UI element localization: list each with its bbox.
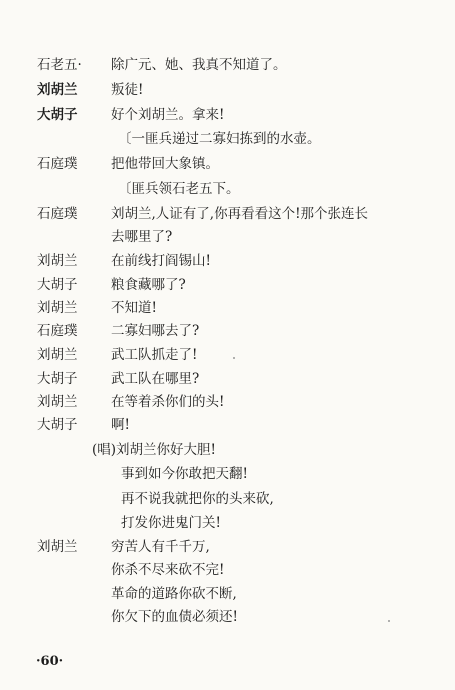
verse-text: 事到如今你敢把天翻! [121,466,248,482]
speaker-name: 刘胡兰 [37,539,78,555]
dialogue-text: 二寡妇哪去了? [111,323,200,339]
verse-text: 再不说我就把你的头来砍, [121,491,274,507]
speaker-name: 刘胡兰 [37,394,78,410]
song-text: (唱)刘胡兰你好大胆! [92,442,216,458]
speaker-name: 大胡子 [37,107,78,123]
dialogue-text: 除广元、她、我真不知道了。 [111,57,287,73]
dialogue-text: 啊! [111,417,130,433]
stage-direction-text: 〔匪兵领石老五下。 [118,181,240,197]
speaker-name: 大胡子 [37,417,78,433]
dialogue-text: 粮食藏哪了? [111,277,186,293]
verse-text: 打发你进鬼门关! [121,515,221,531]
dialogue-text: 在前线打阎锡山! [111,253,211,269]
dialogue-text: 不知道! [111,300,157,316]
dialogue-text: 好个刘胡兰。拿来! [111,107,225,123]
dialogue-text: 武工队在哪里? [111,371,200,387]
dialogue-text: 把他带回大象镇。 [111,156,219,172]
speaker-name: 大胡子 [37,371,78,387]
dialogue-text: 叛徒! [111,82,144,98]
speaker-name: 大胡子 [37,277,78,293]
speaker-name: 刘胡兰 [37,82,78,98]
dialogue-text: 在等着杀你们的头! [111,394,225,410]
print-speck [388,620,390,622]
dialogue-text: 去哪里了? [111,229,173,245]
dialogue-text: 武工队抓走了! [111,347,198,363]
stage-direction-text: 〔一匪兵递过二寡妇拣到的水壶。 [118,131,321,147]
dialogue-text: 你欠下的血债必须还! [111,609,238,625]
speaker-name: 石庭璞 [37,206,78,222]
speaker-name: 石庭璞 [37,323,78,339]
speaker-name: 石庭璞 [37,156,78,172]
speaker-name: 刘胡兰 [37,300,78,316]
page-number: ·60· [36,654,64,669]
dialogue-text: 穷苦人有千千万, [111,539,210,555]
speaker-name: 石老五· [37,57,82,73]
speaker-name: 刘胡兰 [37,253,78,269]
dialogue-text: 刘胡兰,人证有了,你再看看这个!那个张连长 [111,206,369,222]
dialogue-text: 革命的道路你砍不断, [111,586,237,602]
print-speck [233,357,235,359]
speaker-name: 刘胡兰 [37,347,78,363]
dialogue-text: 你杀不尽来砍不完! [111,562,225,578]
